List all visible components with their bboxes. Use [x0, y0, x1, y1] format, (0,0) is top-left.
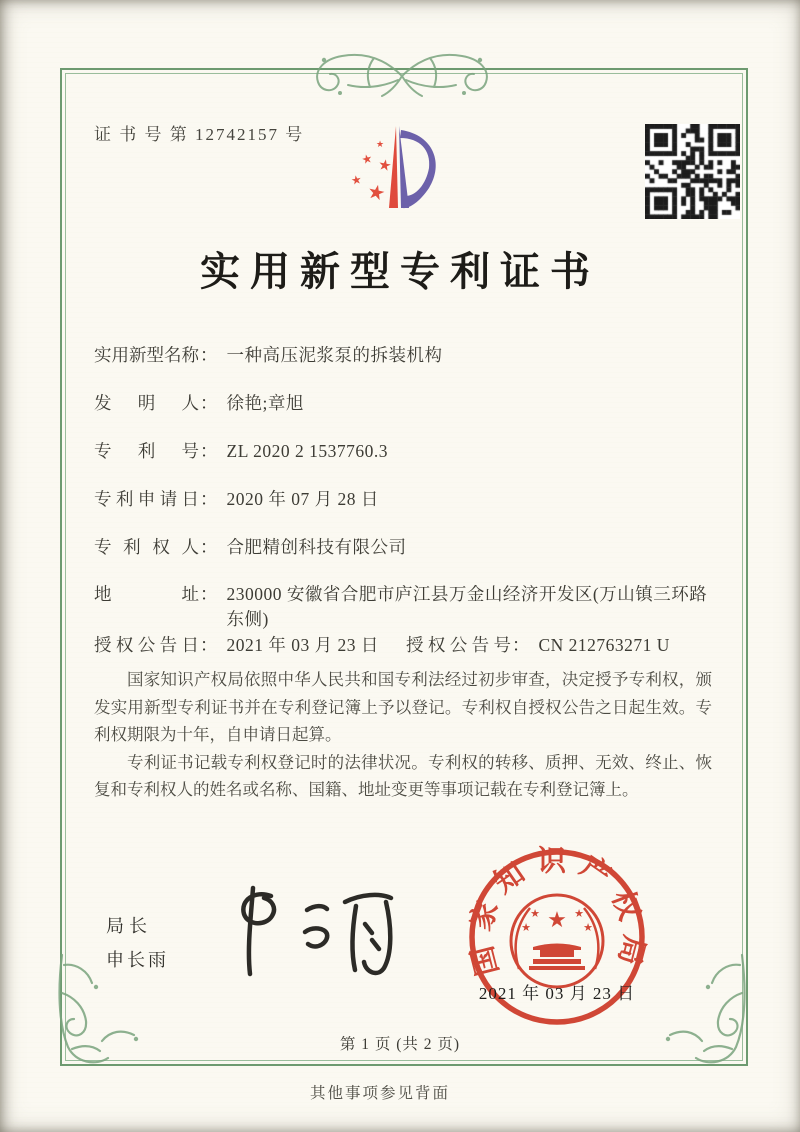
page-title: 实用新型专利证书: [200, 249, 600, 294]
field-row-name: [94, 343, 443, 368]
field-label: 地址: [94, 584, 199, 604]
field-row-filing-date: [94, 487, 379, 512]
field-label: 专利号: [94, 441, 199, 461]
cnipa-logo-icon: [330, 104, 470, 226]
svg-text:★: ★: [530, 908, 540, 920]
field-row-inventor: [94, 391, 304, 416]
field-value-filing-date: 2020 年 07 月 28 日: [226, 489, 379, 509]
paragraph-legal-1: 国家知识产权局依照中华人民共和国专利法经过初步审查，决定授予专利权，颁发实用新型专利证书并在专利登记簿上予以登记。专利权自授权公告之日起生效。专利权期限为十年，自申请日起算。: [94, 670, 712, 744]
svg-text:★: ★: [360, 151, 374, 168]
svg-text:★: ★: [583, 922, 593, 934]
field-label: 授权公告号: [406, 635, 511, 655]
field-value-inventor: 徐艳;章旭: [226, 393, 304, 413]
field-label: 专利权人: [94, 537, 199, 557]
field-label: 发明人: [94, 393, 199, 413]
field-row-grant: [94, 633, 712, 658]
field-colon: ：: [512, 635, 530, 655]
page-number: 第 1 页 (共 2 页): [339, 1036, 461, 1053]
signer-title: 局长: [106, 916, 152, 936]
svg-text:★: ★: [375, 139, 385, 149]
field-value-patentee: 合肥精创科技有限公司: [226, 537, 407, 557]
field-label: 专利申请日: [94, 489, 199, 509]
field-colon: ：: [200, 393, 218, 413]
field-value-grant-number: CN 212763271 U: [538, 635, 670, 655]
signature-script-icon: [213, 876, 418, 988]
field-row-patent-number: [94, 439, 388, 464]
seal-arc-text: 国家知识产权局: [463, 845, 651, 979]
svg-text:★: ★: [376, 157, 393, 176]
signer-name: 申长雨: [106, 950, 169, 970]
field-label: 实用新型名称: [94, 345, 199, 365]
field-colon: ：: [200, 537, 218, 557]
seal-emblem-icon: [511, 895, 603, 987]
back-note: 其他事项参见背面: [309, 1085, 450, 1102]
field-colon: ：: [200, 635, 218, 655]
svg-text:★: ★: [365, 180, 388, 206]
field-row-patentee: [94, 535, 407, 560]
field-value-address: 230000 安徽省合肥市庐江县万金山经济开发区(万山镇三环路东侧): [226, 584, 708, 629]
field-value-patent-number: ZL 2020 2 1537760.3: [226, 441, 388, 461]
grant-date-pair: [94, 633, 406, 658]
svg-text:★: ★: [521, 922, 531, 934]
field-label: 授权公告日: [94, 635, 199, 655]
field-colon: ：: [200, 489, 218, 509]
svg-text:★: ★: [547, 907, 567, 932]
body-text: [94, 666, 712, 804]
field-colon: ：: [200, 345, 218, 365]
svg-text:★: ★: [349, 172, 363, 188]
seal-date: 2021 年 03 月 23 日: [478, 984, 636, 1003]
field-value-invention-name: 一种高压泥浆泵的拆装机构: [226, 345, 443, 365]
field-colon: ：: [200, 584, 218, 604]
border-ornament-top-icon: [278, 46, 526, 104]
svg-text:★: ★: [574, 908, 584, 920]
grant-number-pair: [406, 633, 670, 658]
paragraph-legal-2: 专利证书记载专利权登记时的法律状况。专利权的转移、质押、无效、终止、恢复和专利权人的姓名或名称、国籍、地址变更等事项记载在专利登记簿上。: [94, 752, 712, 799]
certificate-number: 证 书 号 第 12742157 号: [94, 125, 305, 144]
field-colon: ：: [200, 441, 218, 461]
field-row-address: [94, 582, 719, 632]
field-value-grant-date: 2021 年 03 月 23 日: [226, 635, 379, 655]
qr-code: [645, 124, 740, 219]
official-seal: [457, 837, 657, 1037]
